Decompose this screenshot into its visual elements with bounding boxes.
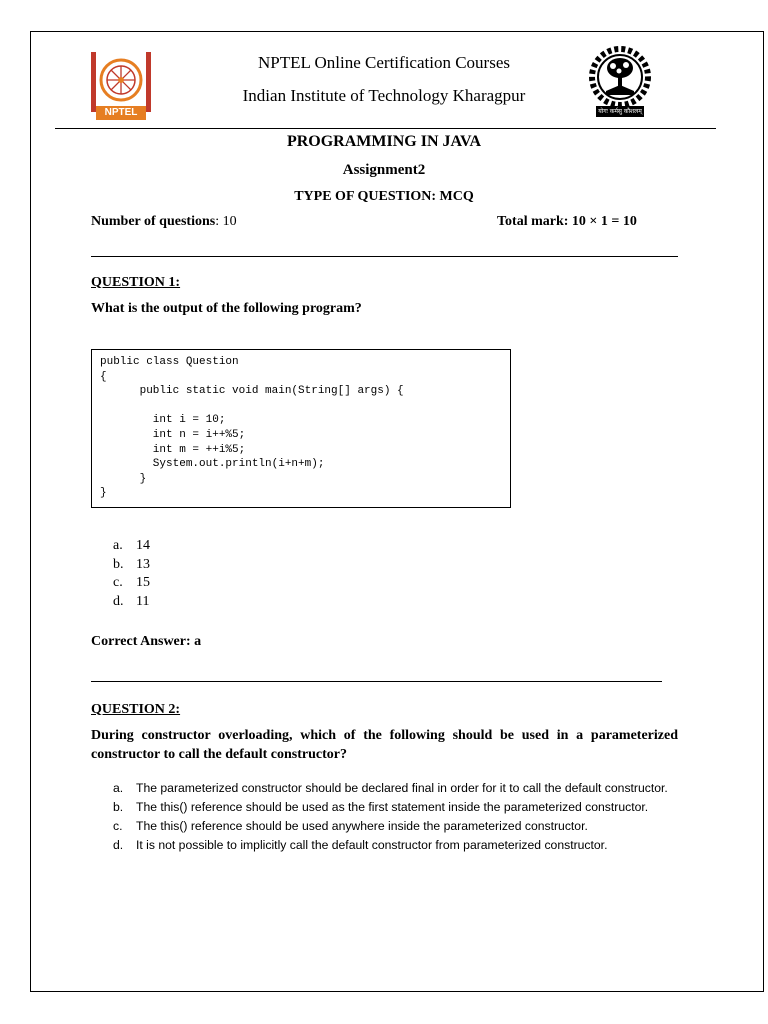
header-line-1: NPTEL Online Certification Courses [258, 53, 510, 72]
option-label: b. [113, 556, 124, 572]
question-1-option-b [113, 556, 150, 575]
header-divider [55, 128, 716, 129]
option-label: d. [113, 594, 124, 610]
option-text: The this() reference should be used as the first statement inside the parameterized constructor. [136, 800, 649, 814]
question-1-code: public class Question { public static void main(String[] args) { int i = 10; int n = i++%5; int m = ++i%5; System.out.println(i+n+m); } } [100, 356, 404, 500]
header-line-2: Indian Institute of Technology Kharagpur [242, 86, 526, 105]
question-2-text: During constructor overloading, which of the following should be used in a parameterized constructor to call the default constructor? [91, 728, 678, 762]
question-type: TYPE OF QUESTION: MCQ [294, 189, 474, 204]
option-text: 14 [136, 538, 150, 553]
nptel-logo-text: NPTEL [104, 107, 138, 118]
option-text: 13 [136, 556, 150, 572]
question-2-option-d [113, 836, 681, 855]
separator-2 [91, 681, 662, 682]
option-label: c. [113, 575, 123, 591]
number-of-questions [91, 214, 237, 230]
option-text: 15 [136, 575, 150, 591]
option-label: c. [113, 819, 123, 833]
number-of-questions-label: Number of questions [91, 214, 216, 229]
question-1-code-box [91, 349, 511, 508]
page-title: PROGRAMMING IN JAVA [286, 133, 482, 150]
option-text: 11 [136, 594, 150, 610]
question-1-option-c [113, 574, 150, 593]
option-text: The this() reference should be used anywhere inside the parameterized constructor. [136, 819, 588, 833]
question-1-options [113, 537, 150, 612]
option-label: d. [113, 838, 124, 852]
question-2-options [113, 779, 681, 855]
option-label: a. [113, 538, 123, 553]
question-2-heading: QUESTION 2: [91, 702, 181, 717]
question-1-heading: QUESTION 1: [91, 275, 181, 290]
question-2-option-b [113, 798, 681, 817]
option-text: The parameterized constructor should be declared final in order for it to call the default constructor. [136, 781, 668, 795]
number-of-questions-value: : 10 [215, 214, 237, 229]
option-label: b. [113, 800, 124, 814]
option-text: It is not possible to implicitly call the default constructor from parameterized constructor. [136, 838, 608, 852]
question-1-text: What is the output of the following program? [91, 301, 362, 316]
question-1-option-a [113, 537, 150, 556]
question-2-option-c [113, 817, 681, 836]
total-mark: Total mark: 10 × 1 = 10 [497, 214, 637, 229]
question-2-option-a [113, 779, 681, 798]
question-1-option-d [113, 593, 150, 612]
separator-1 [91, 256, 678, 257]
page-subtitle: Assignment2 [342, 162, 426, 178]
iit-kgp-motto: योगः कर्मसु कौशलम् [598, 108, 642, 115]
question-1-answer: Correct Answer: a [91, 634, 202, 649]
option-label: a. [113, 781, 124, 795]
